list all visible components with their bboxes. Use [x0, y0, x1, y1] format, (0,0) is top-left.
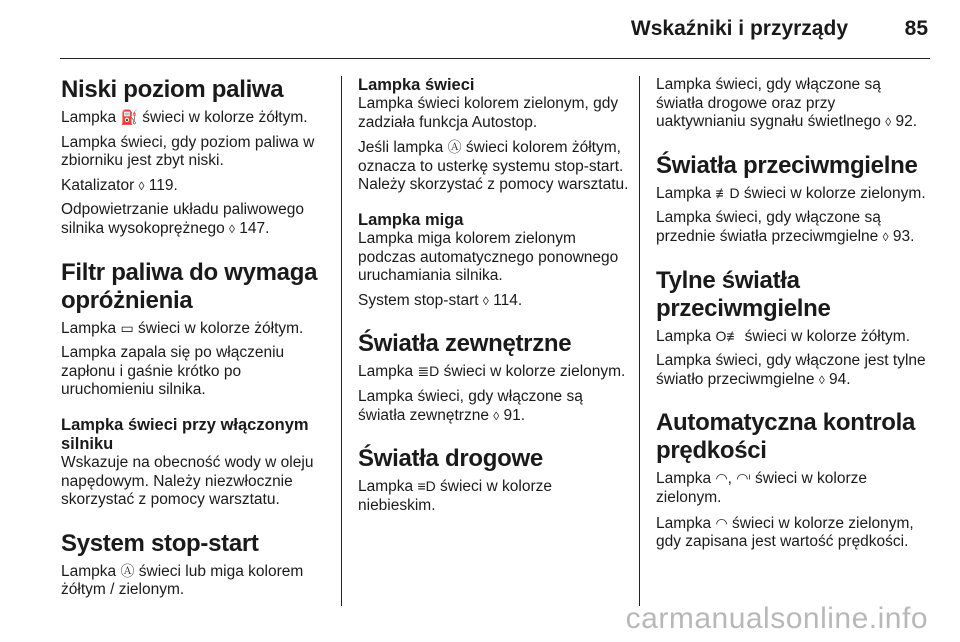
page-ref-icon: ◊	[229, 221, 235, 236]
page-number: 85	[904, 17, 928, 40]
paragraph: Lampka ≢D świeci w kolorze zielonym.	[656, 184, 926, 202]
paragraph: Jeśli lampka Ⓐ świeci kolorem żółtym, oznacza to usterkę systemu stop-start. Należy skorzystać z pomocy warsztatu.	[358, 139, 629, 194]
paragraph: Katalizator ◊ 119.	[61, 176, 178, 194]
paragraph: Lampka ◠ świeci w kolorze zielonym, gdy zapisana jest wartość prędkości.	[656, 514, 914, 551]
paragraph: Lampka świeci, gdy włączone jest tylne światło przeciwmgielne ◊ 94.	[656, 352, 926, 388]
paragraph: Lampka ◠, ◠ᶦ świeci w kolorze zielonym.	[656, 470, 867, 506]
exterior-lights-icon: ≣D	[417, 363, 440, 380]
section-title-rear-fog: Tylne światła przeciwmgielne	[656, 266, 831, 322]
column-divider-2	[639, 76, 640, 606]
page-ref-icon: ◊	[882, 229, 889, 244]
paragraph: Lampka ≡D świeci w kolorze niebieskim.	[358, 478, 553, 514]
cruise-control-icon: ◠	[715, 514, 728, 531]
diesel-filter-icon: ▭	[120, 319, 134, 336]
paragraph: Lampka zapala się po włączeniu zapłonu i gaśnie krótko po uruchomieniu silnika.	[61, 344, 285, 399]
paragraph: Lampka miga kolorem zielonym podczas automatycznego ponownego uruchamiania silnika.	[358, 229, 619, 285]
rear-fog-icon: O≢	[715, 327, 741, 344]
autostop-icon: Ⓐ	[447, 139, 462, 156]
page-ref-icon: ◊	[885, 115, 892, 130]
section-title-fog-lights: Światła przeciwmgielne	[656, 151, 918, 179]
paragraph: Lampka ▭ świeci w kolorze żółtym.	[61, 319, 304, 337]
section-title-cruise-control: Automatyczna kontrola prędkości	[656, 409, 916, 465]
cruise-control-limiter-icon: ◠ᶦ	[736, 470, 751, 487]
paragraph: Lampka O≢ świeci w kolorze żółtym.	[656, 327, 911, 345]
column-divider-1	[341, 76, 342, 606]
paragraph: Odpowietrzanie układu paliwowego silnika wysokoprężnego ◊ 147.	[61, 201, 304, 237]
subsection-title-lamp-on: Lampka świeci	[358, 76, 475, 94]
paragraph: Lampka świeci, gdy poziom paliwa w zbiorniku jest zbyt niski.	[61, 133, 315, 170]
paragraph: Lampka świeci, gdy włączone są światła drogowe oraz przy uaktywnianiu sygnału świetlnego ◊ 92.	[656, 76, 917, 131]
page-ref-icon: ◊	[818, 372, 825, 387]
front-fog-icon: ≢D	[715, 184, 740, 201]
section-title-exterior-lights: Światła zewnętrzne	[358, 330, 572, 358]
paragraph: Lampka Ⓐ świeci lub miga kolorem żółtym / zielonym.	[61, 562, 304, 599]
paragraph: Lampka świeci kolorem zielonym, gdy zadziała funkcja Autostop.	[358, 95, 619, 131]
page-ref-icon: ◊	[138, 178, 145, 193]
paragraph: System stop-start ◊ 114.	[358, 291, 523, 309]
paragraph: Lampka świeci, gdy włączone są przednie światła przeciwmgielne ◊ 93.	[656, 209, 915, 245]
paragraph: Lampka ≣D świeci w kolorze zielonym.	[358, 363, 626, 381]
section-title-high-beam: Światła drogowe	[358, 445, 543, 473]
column-3	[656, 76, 928, 558]
paragraph: Wskazuje na obecność wody w oleju napędowym. Należy niezwłocznie skorzystać z pomocy warsztatu.	[61, 453, 314, 509]
high-beam-icon: ≡D	[417, 478, 436, 495]
page-ref-icon: ◊	[482, 293, 489, 308]
fuel-pump-icon: ⛽	[120, 109, 138, 125]
page-header	[0, 0, 960, 60]
column-1	[61, 76, 333, 606]
section-title-low-fuel: Niski poziom paliwa	[61, 76, 284, 103]
section-title-fuel-filter: Filtr paliwa do wymaga opróżnienia	[61, 258, 318, 314]
page-ref-icon: ◊	[493, 408, 500, 423]
paragraph: Lampka ⛽ świeci w kolorze żółtym.	[61, 109, 308, 126]
section-title-stop-start: System stop-start	[61, 529, 259, 557]
autostop-icon: Ⓐ	[120, 562, 135, 579]
subsection-title-engine-running: Lampka świeci przy włączonym silniku	[61, 415, 309, 453]
cruise-control-icon: ◠	[715, 470, 728, 487]
watermark: carmanualsonline.info	[625, 602, 928, 635]
column-2	[358, 76, 630, 521]
subsection-title-lamp-flashing: Lampka miga	[358, 210, 464, 229]
header-title: Wskaźniki i przyrządy	[630, 17, 848, 40]
header-divider	[60, 58, 930, 59]
paragraph: Lampka świeci, gdy włączone są światła zewnętrzne ◊ 91.	[358, 387, 583, 424]
